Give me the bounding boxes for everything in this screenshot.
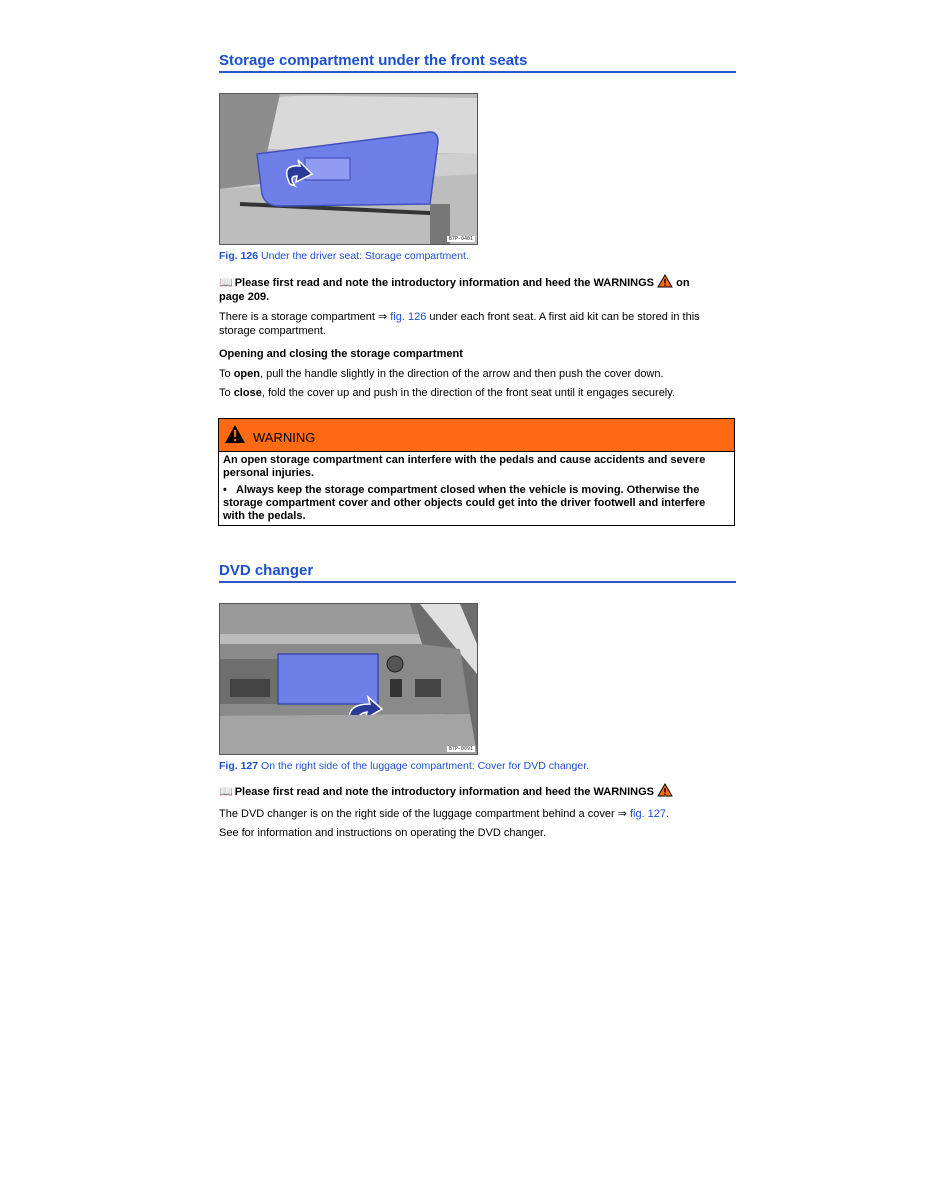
warning-body — [219, 452, 734, 525]
storage-paragraph — [219, 311, 735, 338]
open-instruction — [219, 368, 735, 382]
caption-number: Fig. 127 — [219, 760, 259, 772]
dvd-paragraph — [219, 808, 735, 822]
warning-box — [218, 418, 735, 526]
warning-label: WARNING — [253, 430, 316, 445]
figure-code: B7P-0091 — [448, 746, 473, 752]
figure-code: B7P-0401 — [448, 236, 473, 242]
instr-bold: open — [233, 368, 260, 380]
warning-triangle-icon — [657, 783, 673, 797]
warning-line-1: An open storage compartment can interfere with the pedals and cause accidents and severe personal injuries. — [223, 454, 706, 479]
intro-page: page 209. — [219, 290, 270, 303]
instr-text: To — [219, 368, 234, 380]
book-icon: 📖 — [219, 277, 233, 289]
intro-text: Please first read and note the introductory information and heed the WARNINGS — [234, 786, 654, 798]
fig-126-link[interactable]: fig. 126 — [390, 311, 427, 323]
caption-text: On the right side of the luggage compartment: Cover for DVD changer. — [258, 760, 590, 772]
para-text: . — [666, 808, 670, 820]
book-icon: 📖 — [219, 786, 233, 798]
section-title-storage: Storage compartment under the front seats — [219, 52, 736, 73]
warning-triangle-icon — [224, 424, 246, 444]
caption-text: Under the driver seat: Storage compartment. — [258, 250, 469, 262]
instr-bold: close — [233, 387, 262, 399]
warning-bullet-item — [223, 484, 730, 523]
instr-text: , pull the handle slightly in the direction of the arrow and then push the cover down. — [259, 368, 664, 380]
dvd-changer-illustration — [220, 604, 477, 754]
para-text: The DVD changer is on the right side of the luggage compartment behind a cover ⇒ — [219, 808, 630, 820]
para-text: under each front seat. A first aid kit can be stored in this storage compartment. — [219, 311, 700, 337]
intro-tail: on — [673, 277, 690, 289]
figure-126-image — [219, 93, 478, 245]
bullet: • — [223, 484, 227, 496]
section-title-dvd: DVD changer — [219, 562, 736, 583]
seat-storage-illustration — [220, 94, 477, 244]
figure-127-image — [219, 603, 478, 755]
subheading-opening-closing: Opening and closing the storage compartment — [219, 348, 463, 360]
intro-note-dvd — [219, 783, 735, 800]
instr-text: To — [219, 387, 234, 399]
warning-header — [219, 419, 734, 452]
instr-text: , fold the cover up and push in the direction of the front seat until it engages securely. — [261, 387, 675, 399]
close-instruction — [219, 387, 735, 401]
intro-text: Please first read and note the introductory information and heed the WARNINGS — [234, 277, 654, 289]
intro-note — [219, 274, 735, 304]
fig-127-link[interactable]: fig. 127 — [629, 808, 667, 820]
figure-127-caption — [219, 760, 589, 772]
warning-triangle-icon — [657, 274, 673, 288]
dvd-info-paragraph: See for information and instructions on operating the DVD changer. — [219, 827, 547, 839]
figure-126-caption — [219, 250, 469, 262]
para-text: There is a storage compartment ⇒ — [219, 311, 391, 323]
caption-number: Fig. 126 — [219, 250, 259, 262]
warning-line-2: Always keep the storage compartment closed when the vehicle is moving. Otherwise the storage compartment cover and other objects could get into the driver footwell and interfere with the pedals. — [223, 484, 706, 522]
